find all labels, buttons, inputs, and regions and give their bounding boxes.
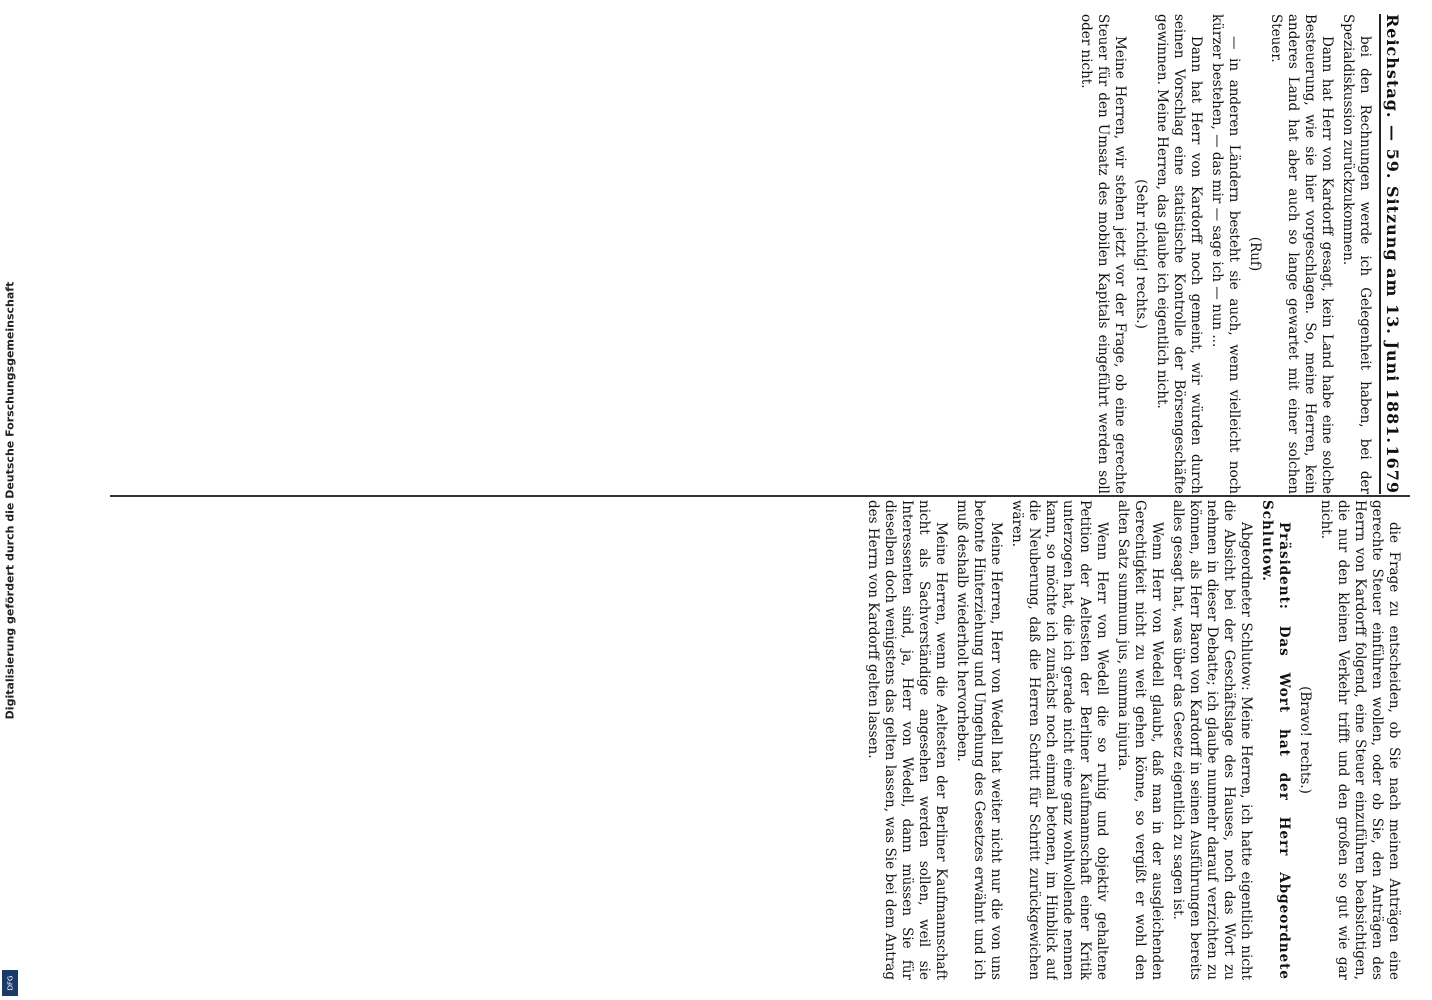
paragraph: Abgeordneter Schlutow: Meine Herren, ich hatte eigentlich nicht die Absicht bei der Geschäftslage des Hauses, noch das Wort zu nehmen in dieser Debatte; ich glaube nunmehr darauf verzichten zu können, als Herr Baron von Kardorff in seinen Ausführungen bereits alles gesagt hat, was über das Gesetz eigentlich zu sagen ist.: [1170, 500, 1254, 980]
paragraph: Wenn Herr von Wedell glaubt, daß man in der ausgleichenden Gerechtigkeit nicht zu weit gehen könne, so vergißt er wohl den alten Satz summum jus, summa injuria.: [1115, 500, 1165, 980]
paragraph: Meine Herren, wenn die Aeltesten der Berliner Kaufmannschaft nicht als Sachverständige angesehen werden sollen, weil sie Interessenten sind, ja, Herr von Wedell, dann müssen Sie für dieselben doch wenigstens das gelten lassen, was Sie bei dem Antrag des Herrn von Kardorff gelten lassen.: [865, 500, 949, 980]
header-title: Reichstag. — 59. Sitzung am 13. Juni 1881.: [1383, 14, 1402, 444]
lower-column: [102, 500, 1402, 980]
paragraph: Dann hat Herr von Kardorff noch gemeint, wir würden durch seinen Vorschlag eine statistische Kontrolle der Börsengeschäfte gewinnen. Meine Herren, das glaube ich eigentlich nicht.: [1154, 14, 1204, 494]
upper-column: [102, 14, 1402, 494]
paragraph: bei den Rechnungen werde ich Gelegenheit haben, bei der Spezialdiskussion zurückzukommen.: [1340, 14, 1373, 494]
paragraph: Meine Herren, wir stehen jetzt vor der Frage, ob eine gerechte Steuer für den Umsatz des mobilen Kapitals eingeführt werden soll oder nicht.: [1078, 14, 1128, 494]
paragraph: Meine Herren, Herr von Wedell hat weiter nicht nur die von uns betonte Hinterziehung und Umgehung des Gesetzes erwähnt und ich muß deshalb wiederholt hervorheben.: [954, 500, 1004, 980]
paragraph: Dann hat Herr von Kardorff gesagt, kein Land habe eine solche Besteuerung, wie sie hier vorgeschlagen. So, meine Herren, kein anderes Land hat aber auch so lange gewartet mit einer solchen Steuer.: [1268, 14, 1335, 494]
credit-text: Digitalisierung gefördert durch die Deutsche Forschungsgemeinschaft: [3, 281, 17, 719]
column-divider: [110, 495, 1410, 497]
page-number: 1679: [1383, 445, 1402, 494]
interjection: (Bravo! rechts.): [1297, 686, 1313, 794]
paragraph: Wenn Herr von Wedell die so ruhig und objektiv gehaltene Petition der Aeltesten der Berliner Kaufmannschaft einer Kritik unterzogen hat, die ich gerade nicht eine ganz wohlwollende nennen kann, so möchte ich zunächst noch einmal betonen, im Hinblick auf die Neuberung, daß die Herren Schritt für Schritt zurückgewichen wären.: [1009, 500, 1110, 980]
speaker-line: Präsident: Das Wort hat der Herr Abgeordnete Schlutow.: [1259, 500, 1292, 980]
dfg-logo: [2, 970, 18, 996]
paragraph: die Frage zu entscheiden, ob Sie nach meinen Anträgen eine gerechte Steuer einführen wollen, oder ob Sie, den Anträgen des Herrn von Kardorff folgend, eine Steuer einzuführen beabsichtigen, die nur den kleinen Verkehr trifft und den großen so gut wie gar nicht.: [1318, 500, 1402, 980]
interjection: (Ruf): [1247, 236, 1263, 272]
paragraph: — in anderen Ländern besteht sie auch, wenn vielleicht noch kürzer bestehen, — das mir — sage ich — nun ...: [1209, 14, 1242, 494]
page-header: [1379, 14, 1402, 494]
dfg-logo-text: DFG: [6, 975, 14, 991]
digitization-credit: [2, 0, 18, 1000]
interjection: (Sehr richtig! rechts.): [1133, 179, 1149, 329]
